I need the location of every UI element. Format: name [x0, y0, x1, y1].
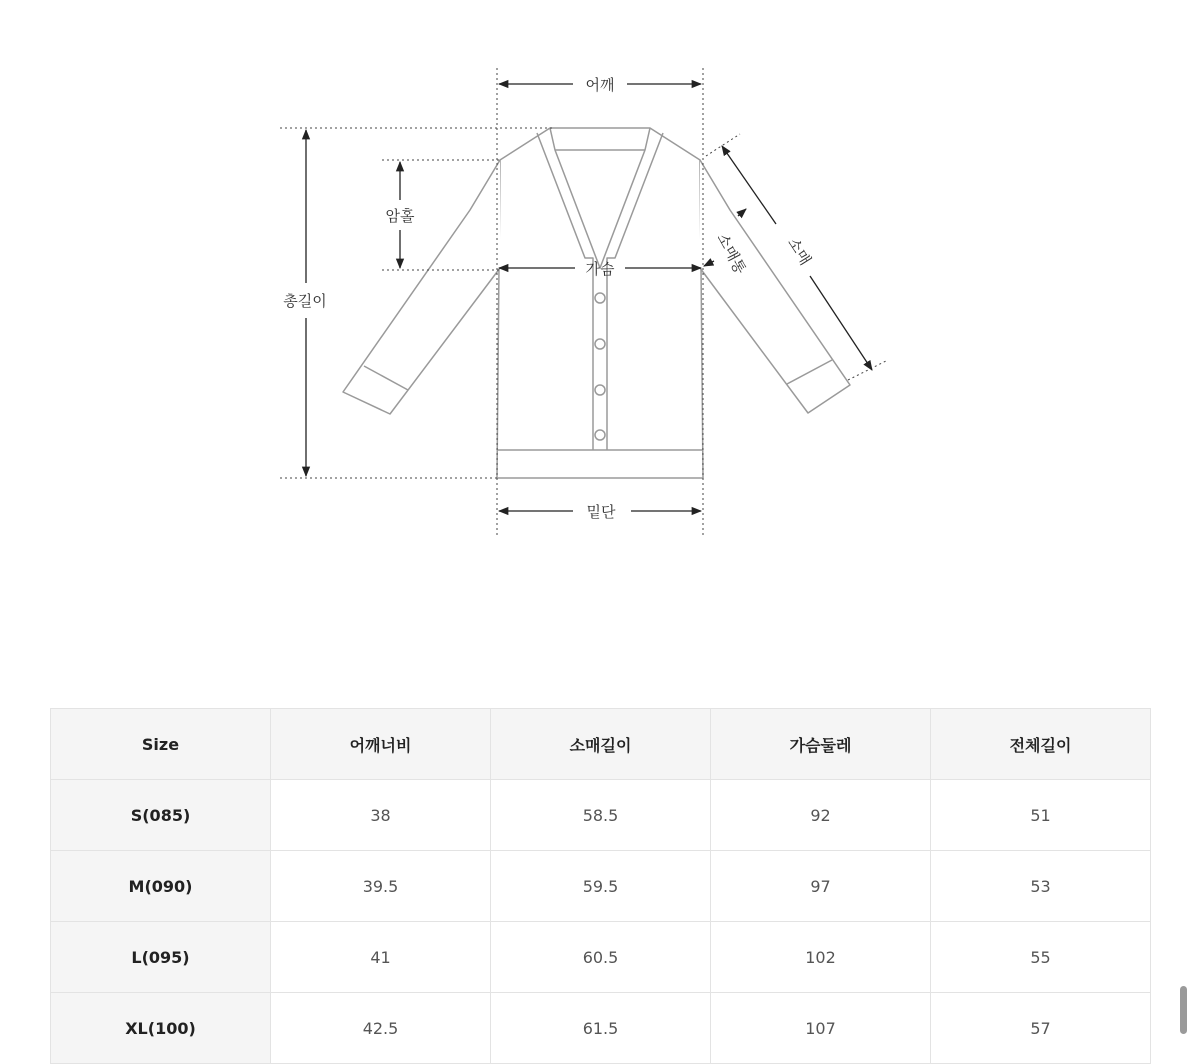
chest-cell: 107	[711, 993, 931, 1064]
header-sleeve: 소매길이	[491, 709, 711, 780]
chest-cell: 102	[711, 922, 931, 993]
label-chest: 가슴	[585, 260, 615, 278]
size-cell: M(090)	[51, 851, 271, 922]
sleeve-cell: 60.5	[491, 922, 711, 993]
label-hem: 밑단	[586, 503, 616, 521]
label-shoulder: 어깨	[585, 76, 615, 94]
size-cell: XL(100)	[51, 993, 271, 1064]
sleeve-cell: 59.5	[491, 851, 711, 922]
header-shoulder: 어깨너비	[271, 709, 491, 780]
label-armhole: 암홀	[385, 207, 415, 225]
table-row	[51, 780, 1151, 851]
length-cell: 55	[931, 922, 1151, 993]
label-sleeve: 소매	[783, 234, 815, 269]
header-size: Size	[51, 709, 271, 780]
label-total-length: 총길이	[283, 292, 327, 310]
length-cell: 53	[931, 851, 1151, 922]
length-cell: 57	[931, 993, 1151, 1064]
chest-cell: 92	[711, 780, 931, 851]
size-cell: L(095)	[51, 922, 271, 993]
length-cell: 51	[931, 780, 1151, 851]
table-header-row	[51, 709, 1151, 780]
shoulder-cell: 38	[271, 780, 491, 851]
sleeve-cell: 58.5	[491, 780, 711, 851]
shoulder-cell: 39.5	[271, 851, 491, 922]
header-length: 전체길이	[931, 709, 1151, 780]
cardigan-outline	[343, 128, 850, 478]
shoulder-cell: 42.5	[271, 993, 491, 1064]
table-row	[51, 851, 1151, 922]
table-row	[51, 993, 1151, 1064]
table-row	[51, 922, 1151, 993]
vertical-scrollbar[interactable]	[1180, 986, 1187, 1034]
sleeve-cell: 61.5	[491, 993, 711, 1064]
shoulder-cell: 41	[271, 922, 491, 993]
size-cell: S(085)	[51, 780, 271, 851]
chest-cell: 97	[711, 851, 931, 922]
size-table	[50, 708, 1151, 1064]
header-chest: 가슴둘레	[711, 709, 931, 780]
label-sleeve-width: 소매통	[713, 230, 750, 278]
